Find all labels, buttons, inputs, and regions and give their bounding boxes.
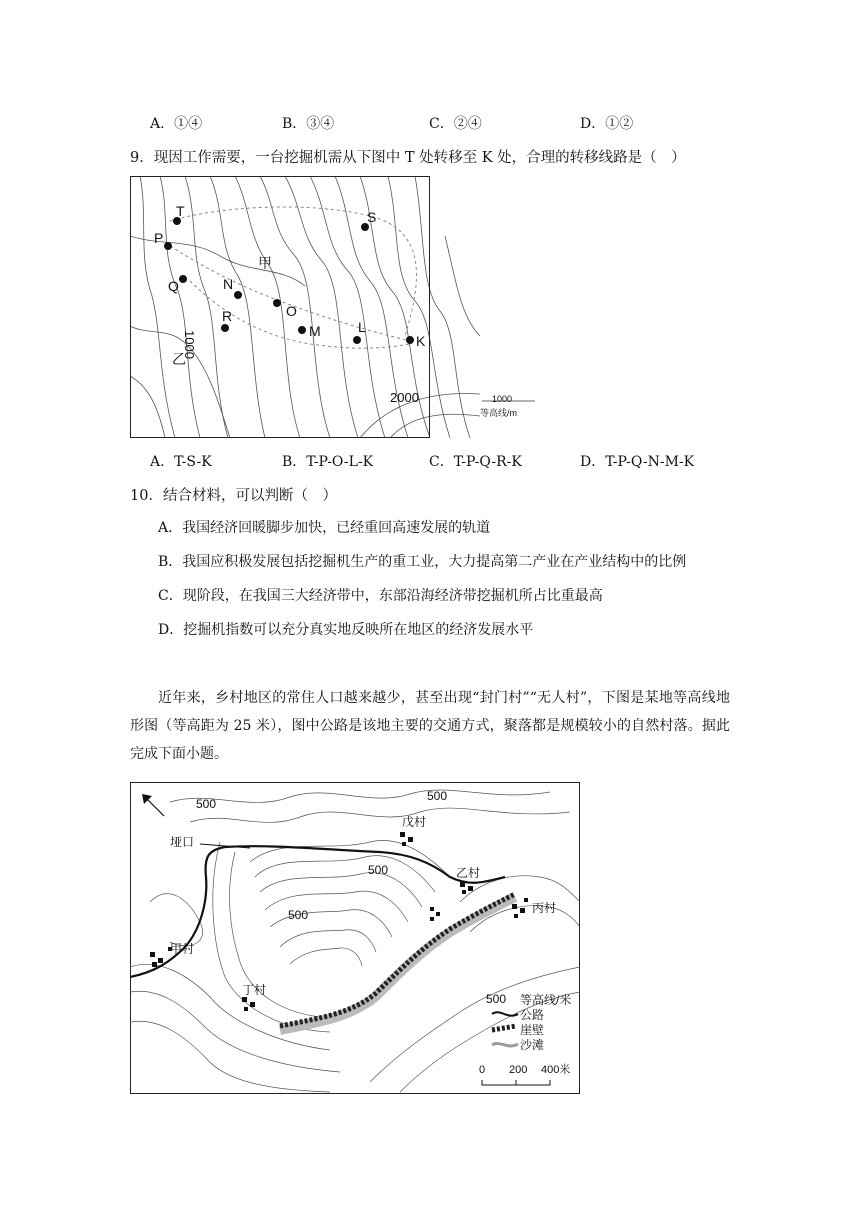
legend-contour: 等高线/米 [520, 993, 572, 1007]
contour-label-500-c: 500 [368, 863, 389, 877]
contour-label-500-a: 500 [196, 797, 217, 811]
option-b: B．③④ [282, 116, 335, 132]
contour-label-500-b: 500 [427, 789, 448, 803]
label-p: P [154, 230, 164, 246]
label-jia-village: 甲村 [170, 942, 195, 956]
label-yi: 乙 [172, 351, 186, 367]
scale-200: 200 [509, 1064, 528, 1076]
scale-400: 400米 [541, 1064, 571, 1076]
legend-cliff: 崖壁 [520, 1023, 545, 1037]
label-s: S [367, 209, 377, 225]
label-bing-village: 丙村 [532, 901, 557, 915]
q10-option-c: C．现阶段，在我国三大经济带中，东部沿海经济带挖掘机所占比重最高 [158, 588, 603, 604]
option-c: C．②④ [429, 116, 482, 132]
label-m: M [309, 323, 321, 339]
label-wu-village: 戊村 [402, 815, 427, 829]
scale-0: 0 [479, 1064, 486, 1076]
contour-label-2000: 2000 [390, 390, 419, 405]
q10-option-a: A．我国经济回暖脚步加快，已经重回高速发展的轨道 [158, 520, 491, 536]
question-9-stem: 9．现因工作需要，一台挖掘机需从下图中 T 处转移至 K 处，合理的转移线路是（ ） [130, 150, 686, 166]
contour-legend-q9 [480, 392, 540, 422]
q9-option-d: D．T-P-Q-N-M-K [580, 454, 695, 470]
option-a: A．①④ [150, 116, 203, 132]
q9-option-b: B．T-P-O-L-K [282, 454, 374, 470]
label-l: L [358, 319, 366, 335]
map-frame-q9 [130, 176, 430, 438]
option-d: D．①② [580, 116, 634, 132]
legend-text: 等高线/m [480, 408, 517, 418]
label-o: O [286, 303, 297, 319]
q9-option-c: C．T-P-Q-R-K [429, 454, 522, 470]
label-ding-village: 丁村 [242, 983, 267, 997]
contour-map-villages [130, 782, 580, 1094]
legend-beach: 沙滩 [520, 1038, 545, 1052]
label-n: N [223, 276, 234, 292]
q10-option-b: B．我国应积极发展包括挖掘机生产的重工业，大力提高第二产业在产业结构中的比例 [158, 554, 687, 570]
label-k: K [416, 333, 426, 349]
passage [130, 684, 730, 768]
label-t: T [176, 203, 185, 219]
question-10-stem: 10．结合材料，可以判断（ ） [130, 488, 337, 504]
label-r: R [222, 308, 233, 324]
contour-label-1000: 1000 [182, 330, 197, 359]
contour-label-500-d: 500 [288, 908, 309, 922]
passage-text: 近年来，乡村地区的常住人口越来越少，甚至出现“封门村”“无人村”，下图是某地等高线地形图（等高距为 25 米），图中公路是该地主要的交通方式，聚落都是规模较小的自然村落。据此完成下面小题。 [130, 690, 730, 762]
legend-value: 1000 [492, 394, 513, 404]
label-yakou: 垭口 [170, 835, 195, 849]
label-yi-village: 乙村 [456, 866, 481, 880]
q10-option-d: D．挖掘机指数可以充分真实地反映所在地区的经济发展水平 [158, 622, 534, 638]
legend-contour-value: 500 [486, 992, 507, 1006]
q9-option-a: A．T-S-K [150, 454, 212, 470]
label-q: Q [168, 278, 179, 294]
label-jia: 甲 [258, 255, 272, 271]
legend-road: 公路 [520, 1008, 545, 1022]
